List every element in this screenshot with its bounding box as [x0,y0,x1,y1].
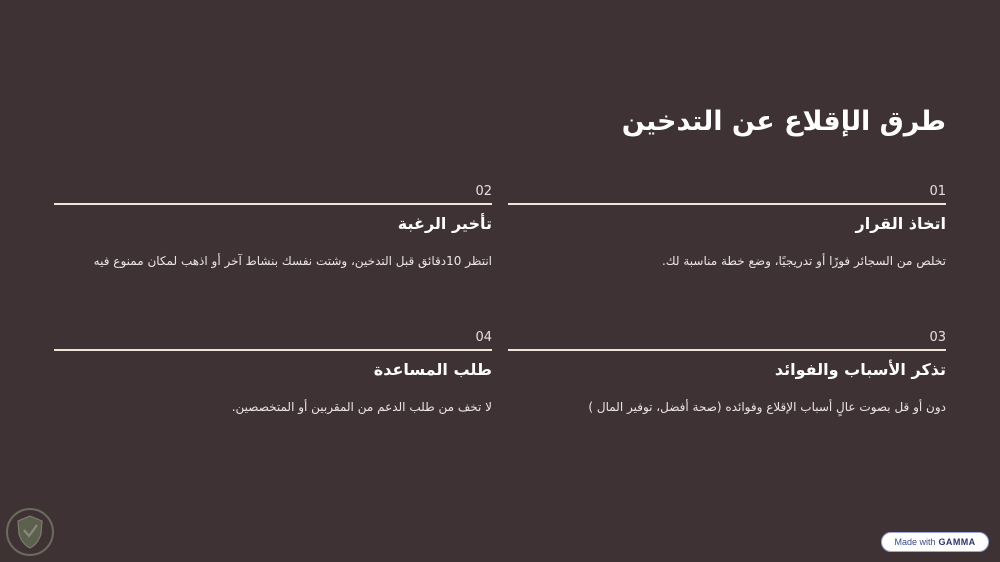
divider [54,203,492,205]
step-description: لا تخف من طلب الدعم من المقربين أو المتخصصين. [231,400,492,414]
step-heading: تذكر الأسباب والفوائد [774,360,946,379]
step-description: انتظر 10دقائق قبل التدخين، وشتت نفسك بنشاط آخر أو اذهب لمكان ممنوع فيه [93,254,492,268]
divider [508,203,946,205]
slide-title: طرق الإقلاع عن التدخين [621,106,946,137]
badge-brand: GAMMA [938,537,976,547]
made-with-gamma-badge[interactable] [881,532,989,552]
divider [508,349,946,351]
step-heading: تأخير الرغبة [397,214,492,233]
step-number: 03 [929,330,946,345]
step-description: دون أو قل بصوت عالٍ أسباب الإقلاع وفوائده (صحة أفضل، توفير المال ) [588,400,946,414]
divider [54,349,492,351]
step-number: 02 [475,184,492,199]
shield-logo-icon [4,506,56,558]
step-heading: طلب المساعدة [373,360,492,379]
step-number: 04 [475,330,492,345]
step-heading: اتخاذ القرار [855,214,946,233]
step-description: تخلص من السجائر فورًا أو تدريجيًا، وضع خطة مناسبة لك. [661,254,946,268]
badge-prefix: Made with [894,537,936,547]
step-number: 01 [929,184,946,199]
